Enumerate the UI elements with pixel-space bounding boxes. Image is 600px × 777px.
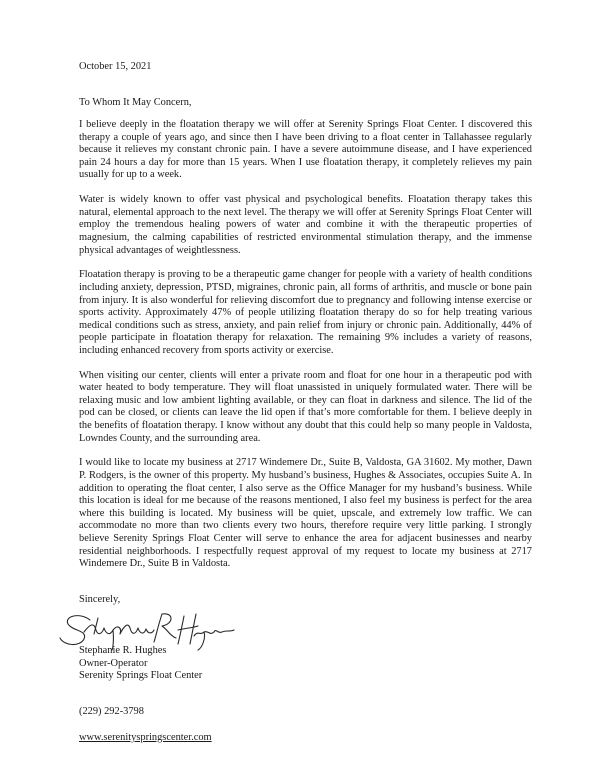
signer-company: Serenity Springs Float Center [79, 670, 203, 682]
phone-number: (229) 292-3798 [79, 706, 144, 717]
paragraph-1: I believe deeply in the floatation therapy we will offer at Serenity Springs Float Center. I discovered this therapy a couple of years ago, and since then I have been driving to a float center in Tallahassee regularly because it relieves my constant chronic pain. I have a severe autoimmune disease, and I have experienced pain 24 hours a day for more than 15 years. When I use floatation therapy, it completely relieves my pain usually for up to a week. [79, 119, 532, 181]
signer-name: Stephanie R. Hughes [79, 645, 167, 656]
salutation: To Whom It May Concern, [79, 97, 192, 108]
signer-title: Owner-Operator [79, 657, 148, 669]
signature-block [79, 645, 202, 683]
closing: Sincerely, [79, 594, 121, 605]
website-link[interactable]: www.serenityspringscenter.com [79, 732, 212, 743]
paragraph-4: When visiting our center, clients will enter a private room and float for one hour in a therapeutic pod with water heated to body temperature. They will float unassisted in uniquely formulated water. There will be relaxing music and low ambient lighting available, or they can float in darkness and silence. The lid of the pod can be closed, or clients can leave the lid open if that’s more comfortable for them. I believe deeply in the benefits of floatation therapy. I know without any doubt that this could help so many people in Valdosta, Lowndes County, and the surrounding area. [79, 369, 532, 444]
paragraph-5: I would like to locate my business at 2717 Windemere Dr., Suite B, Valdosta, GA 31602. My mother, Dawn P. Rodgers, is the owner of this property. My husband’s business, Hughes & Associates, occupies Suite A. In addition to operating the float center, I also serve as the Office Manager for my husband’s business. While this location is ideal for me because of the reasons mentioned, I also feel my business is perfect for the area where this building is located. My business will be quiet, upscale, and extremely low traffic. We can accommodate no more than two clients every two hours, therefore require very little parking. I strongly believe Serenity Springs Float Center will serve to enhance the area for adjacent businesses and nearby residential neighborhoods. I respectfully request approval of my request to locate my business at 2717 Windemere Dr., Suite B in Valdosta. [79, 457, 532, 570]
paragraph-3: Floatation therapy is proving to be a therapeutic game changer for people with a variety of health conditions including anxiety, depression, PTSD, migraines, chronic pain, all forms of arthritis, and muscle or bone pain from injury. It is also wonderful for relieving discomfort due to pregnancy and following intense exercise or sports activity. Approximately 47% of people utilizing floatation therapy do so for help treating various medical conditions such as stress, anxiety, and pain relief from injury or chronic pain. Additionally, 44% of people participate in floatation therapy for relaxation. The remaining 9% includes a variety of reasons, including enhanced recovery from sports activity or exercise. [79, 269, 532, 356]
paragraph-2: Water is widely known to offer vast physical and psychological benefits. Floatation therapy takes this natural, elemental approach to the next level. The therapy we will offer at Serenity Springs Float Center will employ the tremendous healing powers of water and combine it with the therapeutic properties of magnesium, the calming capabilities of restricted environmental stimulation therapy, and the immense physical advantages of weightlessness. [79, 194, 532, 256]
letter-date: October 15, 2021 [79, 61, 152, 72]
letter-body [79, 119, 532, 583]
